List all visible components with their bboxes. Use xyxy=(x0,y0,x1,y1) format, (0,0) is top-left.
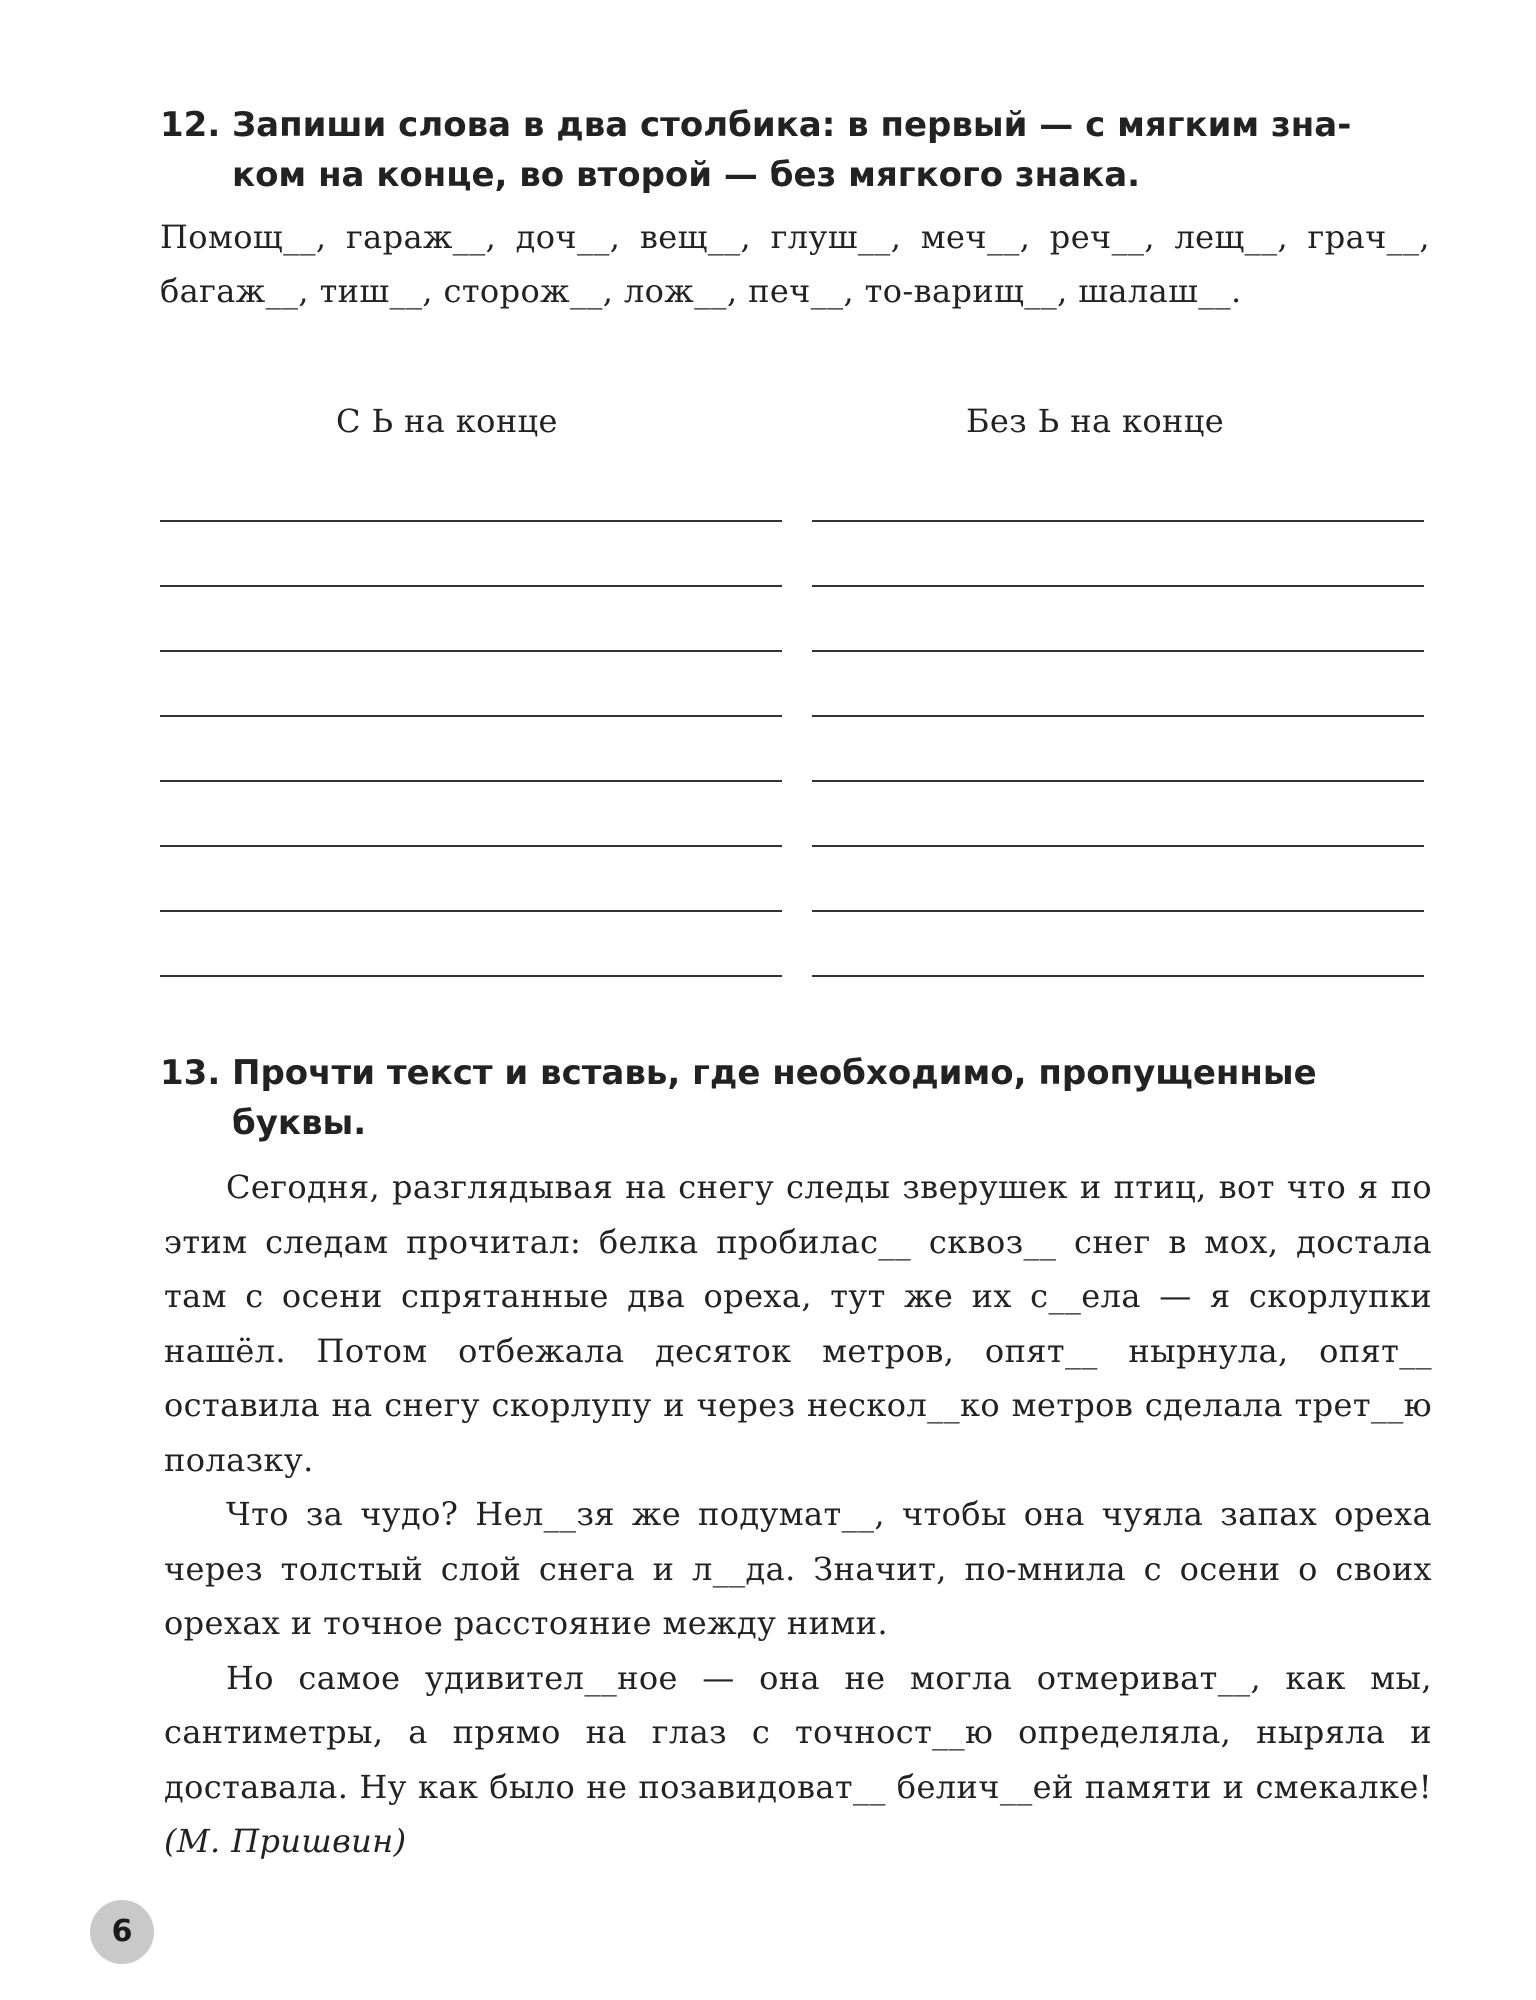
task-12-number: 12. xyxy=(160,105,221,145)
writing-line[interactable] xyxy=(160,975,782,977)
writing-line[interactable] xyxy=(160,910,782,912)
column-heading-no-soft-sign: Без Ь на конце xyxy=(966,402,1225,440)
writing-line[interactable] xyxy=(812,715,1424,717)
writing-line[interactable] xyxy=(812,585,1424,587)
task-13-title xyxy=(160,1048,1430,1148)
writing-line[interactable] xyxy=(812,520,1424,522)
writing-line[interactable] xyxy=(160,650,782,652)
task-13-title-line2: буквы. xyxy=(232,1103,367,1143)
writing-line[interactable] xyxy=(812,780,1424,782)
writing-line[interactable] xyxy=(160,845,782,847)
writing-line[interactable] xyxy=(812,845,1424,847)
writing-line[interactable] xyxy=(160,520,782,522)
task-13-number: 13. xyxy=(160,1053,221,1093)
column-heading-soft-sign: С Ь на конце xyxy=(336,402,558,440)
task-12-title xyxy=(160,100,1430,200)
task-12-title-line1: Запиши слова в два столбика: в первый — с мягким зна- xyxy=(232,105,1352,145)
writing-line[interactable] xyxy=(160,780,782,782)
story-paragraph-2: Что за чудо? Нел__зя же подумат__, чтобы она чуяла запах ореха через толстый слой снега и л__да. Значит, по-мнила с осени о своих орехах и точное расстояние между ними. xyxy=(164,1495,1432,1642)
task-12-word-list: Помощ__, гараж__, доч__, вещ__, глуш__, меч__, реч__, лещ__, грач__, багаж__, тиш__, сторож__, лож__, печ__, то-варищ__, шалаш__. xyxy=(160,218,1430,310)
task-12-title-line2: ком на конце, во второй — без мягкого знака. xyxy=(232,155,1141,195)
task-13-story xyxy=(164,1160,1432,1869)
writing-line[interactable] xyxy=(812,650,1424,652)
story-paragraph-1: Сегодня, разглядывая на снегу следы зверушек и птиц, вот что я по этим следам прочитал: белка пробилас__ сквоз__ снег в мох, достала там с осени спрятанные два ореха, тут же их с__ела — я скорлупки нашёл. Потом отбежала десяток метров, опят__ нырнула, опят__ оставила на снегу скорлупу и через нескол__ко метров сделала трет__ю полазку. xyxy=(164,1168,1432,1479)
writing-line[interactable] xyxy=(812,910,1424,912)
writing-line[interactable] xyxy=(812,975,1424,977)
story-paragraph-3 xyxy=(164,1651,1432,1869)
task-13-title-line1: Прочти текст и вставь, где необходимо, пропущенные xyxy=(232,1053,1317,1093)
writing-line[interactable] xyxy=(160,585,782,587)
story-paragraph-3-text: Но самое удивител__ное — она не могла отмериват__, как мы, сантиметры, а прямо на глаз с точност__ю определяла, ныряла и доставала. Ну как было не позавидоват__ белич__ей памяти и смекалке! xyxy=(164,1658,1432,1806)
story-author: (М. Пришвин) xyxy=(164,1822,407,1860)
page-number-badge: 6 xyxy=(90,1900,154,1964)
writing-line[interactable] xyxy=(160,715,782,717)
